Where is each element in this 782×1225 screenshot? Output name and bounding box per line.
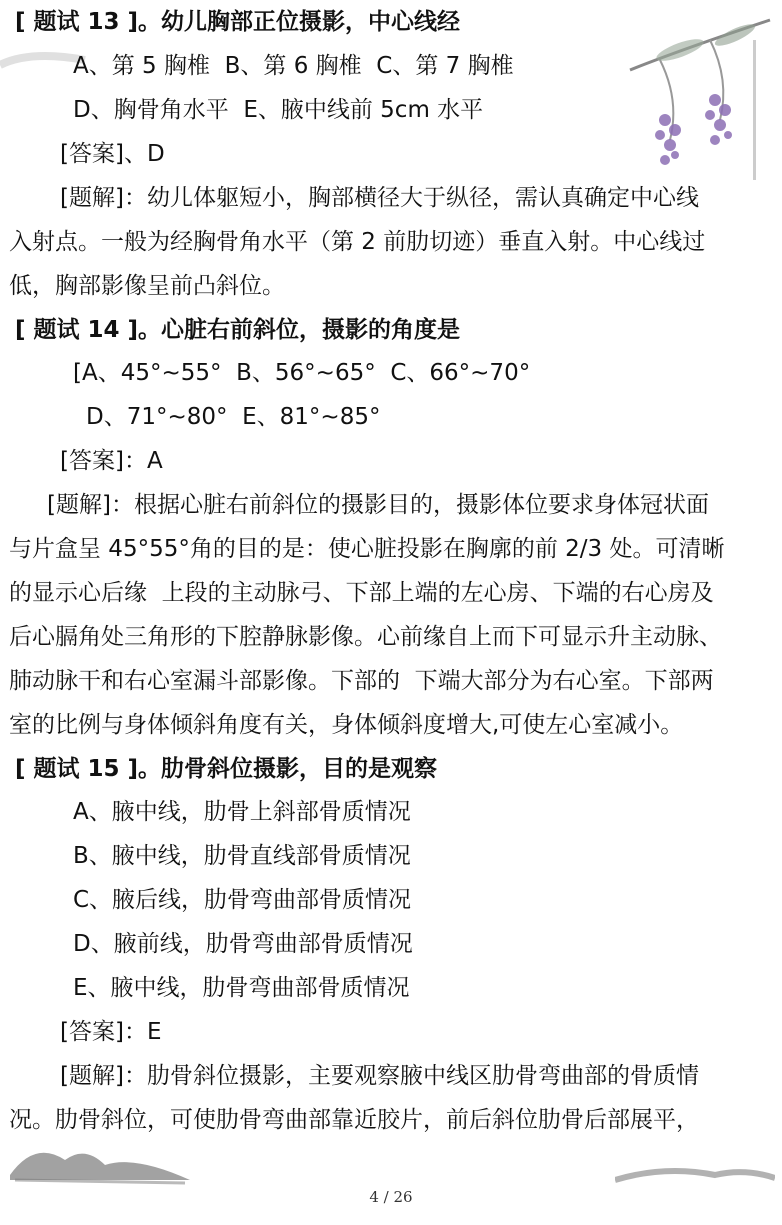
question-15-answer: [答案]：E bbox=[60, 1019, 162, 1045]
question-13-explanation-line-1: [题解]：幼儿体躯短小，胸部横径大于纵径，需认真确定中心线 bbox=[60, 185, 699, 211]
question-14-answer: [答案]：A bbox=[60, 448, 163, 474]
question-14-explanation-line-3: 的显示心后缘 上段的主动脉弓、下部上端的左心房、下端的右心房及 bbox=[9, 580, 714, 606]
question-15-option-e: E、腋中线，肋骨弯曲部骨质情况 bbox=[73, 975, 410, 1001]
question-14-options-row-1: [A、45°~55° B、56°~65° C、66°~70° bbox=[73, 360, 531, 386]
question-14-explanation-line-1: [题解]：根据心脏右前斜位的摄影目的，摄影体位要求身体冠状面 bbox=[47, 492, 709, 518]
ink-hill-decoration-icon bbox=[615, 1160, 775, 1190]
question-15-heading: [ 题试 15 ]。肋骨斜位摄影，目的是观察 bbox=[15, 756, 438, 782]
question-15-option-c: C、腋后线，肋骨弯曲部骨质情况 bbox=[73, 887, 412, 913]
question-13-heading: [ 题试 13 ]。幼儿胸部正位摄影，中心线经 bbox=[15, 9, 461, 35]
page-number: 4 / 26 bbox=[369, 1188, 413, 1206]
question-13-explanation-line-3: 低，胸部影像呈前凸斜位。 bbox=[9, 273, 285, 299]
question-14-options-row-2: D、71°~80° E、81°~85° bbox=[86, 404, 381, 430]
wisteria-decoration-icon bbox=[620, 10, 780, 180]
ink-landscape-decoration-icon bbox=[5, 1135, 195, 1195]
question-14-explanation-line-2: 与片盒呈 45°55°角的目的是：使心脏投影在胸廓的前 2/3 处。可清晰 bbox=[9, 536, 725, 562]
question-14-explanation-line-5: 肺动脉干和右心室漏斗部影像。下部的 下端大部分为右心室。下部两 bbox=[9, 668, 714, 694]
question-13-answer: [答案]、D bbox=[60, 141, 165, 167]
question-15-explanation-line-2: 况。肋骨斜位，可使肋骨弯曲部靠近胶片，前后斜位肋骨后部展平， bbox=[9, 1107, 699, 1133]
question-14-explanation-line-6: 室的比例与身体倾斜角度有关，身体倾斜度增大,可使左心室减小。 bbox=[9, 712, 684, 738]
question-13-options-row-1: A、第 5 胸椎 B、第 6 胸椎 C、第 7 胸椎 bbox=[73, 53, 514, 79]
question-15-option-a: A、腋中线，肋骨上斜部骨质情况 bbox=[73, 799, 411, 825]
question-15-option-d: D、腋前线，肋骨弯曲部骨质情况 bbox=[73, 931, 413, 957]
question-14-explanation-line-4: 后心膈角处三角形的下腔静脉影像。心前缘自上而下可显示升主动脉、 bbox=[9, 624, 722, 650]
question-13-options-row-2: D、胸骨角水平 E、腋中线前 5cm 水平 bbox=[73, 97, 484, 123]
question-14-heading: [ 题试 14 ]。心脏右前斜位，摄影的角度是 bbox=[15, 317, 461, 343]
question-15-explanation-line-1: [题解]：肋骨斜位摄影，主要观察腋中线区肋骨弯曲部的骨质情 bbox=[60, 1063, 699, 1089]
question-13-explanation-line-2: 入射点。一般为经胸骨角水平（第 2 前肋切迹）垂直入射。中心线过 bbox=[9, 229, 706, 255]
question-15-option-b: B、腋中线，肋骨直线部骨质情况 bbox=[73, 843, 411, 869]
